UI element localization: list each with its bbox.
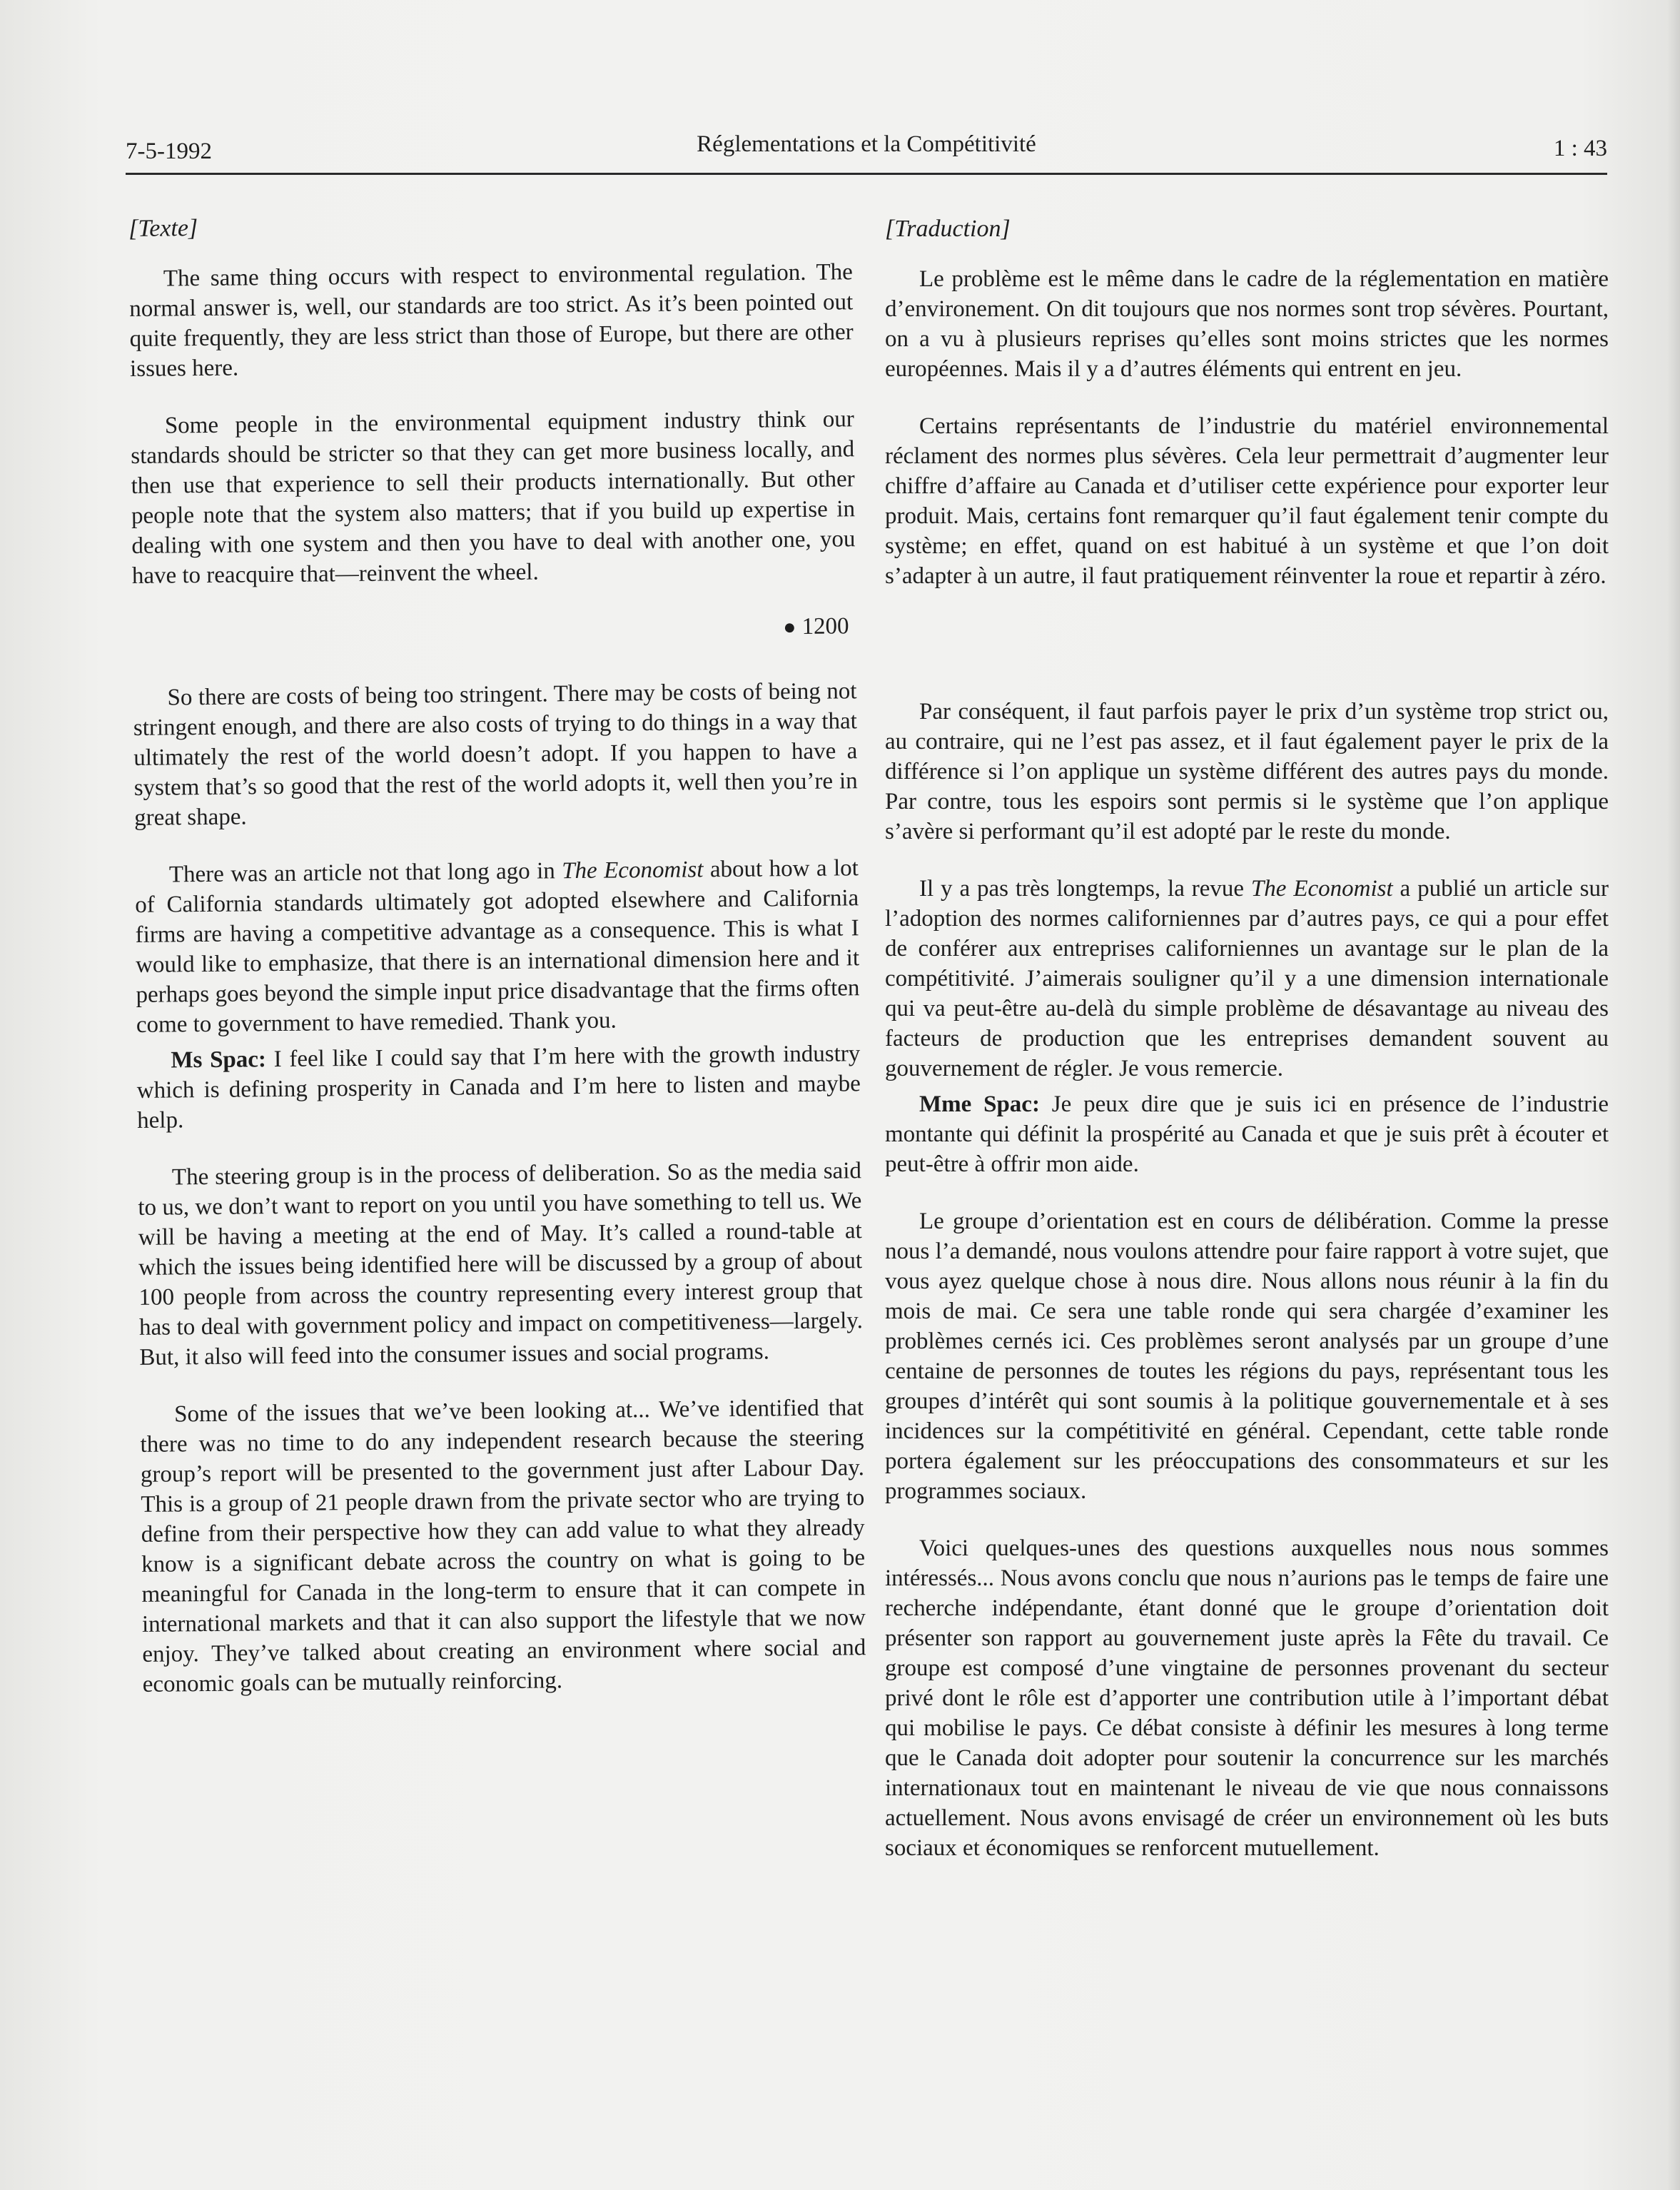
- speaker-name: Ms Spac:: [171, 1046, 267, 1074]
- speaker-name: Mme Spac:: [919, 1091, 1040, 1117]
- timestamp-value: 1200: [801, 613, 849, 640]
- text-run: Il y a pas très longtemps, la revue: [919, 876, 1251, 902]
- paragraph: Le groupe d’orientation est en cours de délibération. Comme la presse nous l’a demandé, nous voulons attendre pour faire rapport à votre sujet, que vous ayez quelque chose à nous dire. Nous allons nous réunir à la fin du mois de mai. Ce sera une table ronde qui sera chargée d’examiner les problèmes cernés ici. Ces problèmes seront analysés par un groupe d’une centaine de personnes de toutes les régions du pays, représentant tous les groupes d’intérêt qui sont soumis à la politique gouvernementale et à ses incidences sur la compétitivité en général. Cependant, cette table ronde portera également sur les préoccupations des consommateurs et sur les programmes sociaux.: [885, 1208, 1609, 1504]
- text-run: Je peux dire que je suis ici en présence de l’industrie montante qui définit la prospérité au Canada et que je suis prêt à écouter et peut-être à offrir mon aide.: [885, 1091, 1609, 1177]
- paragraph: Certains représentants de l’industrie du matériel environnemental réclament des normes plus sévères. Cela leur permettrait d’augmenter leur chiffre d’affaire au Canada et d’utiliser cette expérience pour exporter leur produit. Mais, certains font remarquer qu’il faut également tenir compte du système; en effet, quand on est habitué à un système et que l’on doit s’adapter à un autre, il faut pratiquement réinventer la roue et repartir à zéro.: [885, 413, 1609, 589]
- header-page-number: 1 : 43: [1553, 136, 1607, 161]
- speaker-paragraph: [136, 1039, 861, 1136]
- header-date: 7-5-1992: [126, 138, 212, 164]
- paragraph: Some of the issues that we’ve been looking at... We’ve identified that there was no time to do any independent research because the steering group’s report will be presented to the government just after Labour Day. This is a group of 21 people drawn from the private sector who are trying to define from their perspective how they can add value to what they already know is a significant debate across the country on what is going to be meaningful for Canada in the long-term to ensure that it can compete in international markets and that it can also support the lifestyle that we now enjoy. They’ve talked about creating an environment where social and economic goals can be mutually reinforcing.: [140, 1395, 866, 1697]
- paragraph: [135, 853, 860, 1040]
- translation-marker: [Traduction]: [885, 216, 1011, 242]
- paragraph: The same thing occurs with respect to environmental regulation. The normal answer is, well, our standards are too strict. As it’s been pointed out quite frequently, they are less strict than those of Europe, but there are other issues here.: [129, 259, 854, 382]
- column-spacer: [885, 618, 1609, 697]
- text-marker: [Texte]: [128, 215, 198, 242]
- text-run: about how a lot of California standards ultimately got adopted elsewhere and California firms are having a competitive advantage as a consequence. This is what I would like to emphasize, that there is an international dimension here and it perhaps goes beyond the simple input price disadvantage that the firms often come to government to have remedied. Thank you.: [135, 855, 860, 1038]
- paragraph: Le problème est le même dans le cadre de la réglementation en matière d’environement. On dit toujours que nos normes sont trop sévères. Pourtant, on a vu à plusieurs reprises qu’elles sont moins strictes que les normes européennes. Mais il y a d’autres éléments qui entrent en jeu.: [885, 266, 1609, 382]
- text-run: a publié un article sur l’adoption des normes californiennes par d’autres pays, ce qui a pour effet de conférer aux entreprises californiennes un avantage sur le plan de la compétitivité. J’aimerais souligner qu’il y a une dimension internationale qui va peut-être au-delà du simple problème de désavantage au niveau des facteurs de production que les entreprises demandent souvent au gouvernement de régler. Je vous remercie.: [885, 876, 1609, 1081]
- french-column: [885, 214, 1609, 1890]
- publication-title: The Economist: [562, 857, 704, 884]
- paragraph: Voici quelques-unes des questions auxquelles nous nous sommes intéressés... Nous avons conclu que nous n’aurions pas le temps de faire une recherche indépendante, étant donné que le groupe d’orientation doit présenter son rapport au gouvernement juste après la Fête du travail. Ce groupe est composé d’une vingtaine de personnes provenant du secteur privé dont le rôle est d’apporter une contribution utile à l’important débat qui mobilise le pays. Ce débat consiste à définir les mesures à long terme que le Canada doit adopter pour soutenir la concurrence sur les marchés internationaux tout en maintenant le niveau de vie que nous connaissons actuellement. Nous avons envisagé de créer un environnement où les buts sociaux et économiques se renforcent mutuellement.: [885, 1535, 1609, 1861]
- running-header: [126, 131, 1607, 168]
- english-column: [128, 207, 866, 1727]
- timestamp: [132, 611, 856, 649]
- header-rule: [126, 173, 1607, 175]
- publication-title: The Economist: [1250, 876, 1393, 902]
- text-run: There was an article not that long ago in: [168, 858, 562, 888]
- paragraph: [885, 874, 1609, 1084]
- paragraph: Some people in the environmental equipment industry think our standards should be stricter so that they can get more business locally, and then use that experience to sell their products internationally. But other people note that the system also matters; that if you build up expertise in dealing with one system and then you have to deal with another one, you have to reacquire that—reinvent the wheel.: [131, 406, 856, 589]
- paragraph: Par conséquent, il faut parfois payer le prix d’un système trop strict ou, au contraire, qui ne l’est pas assez, et il faut également payer le prix de la différence si l’on applique un système différent des autres pays du monde. Par contre, tous les espoirs sont permis si le système que l’on applique s’avère si performant qu’il est adopté par le reste du monde.: [885, 699, 1609, 844]
- header-title: Réglementations et la Compétitivité: [697, 131, 1036, 157]
- paragraph: So there are costs of being too stringent. There may be costs of being not stringent enough, and there are also costs of trying to do things in a way that ultimately the rest of the world doesn’t adopt. If you happen to have a system that’s so good that the rest of the world adopts it, well then you’re in great shape.: [133, 678, 858, 831]
- bullet-icon: ●: [783, 615, 796, 640]
- text-run: I feel like I could say that I’m here with the growth industry which is defining prosperity in Canada and I’m here to listen and maybe help.: [136, 1041, 861, 1134]
- paragraph: The steering group is in the process of deliberation. So as the media said to us, we don’t want to report on you until you have something to tell us. We will be having a meeting at the end of May. It’s called a round-table at which the issues being identified here will be discussed by a group of about 100 people from across the country representing every interest group that has to deal with government policy and impact on competitiveness—largely. But, it also will feed into the consumer issues and social programs.: [138, 1158, 864, 1371]
- page-edge-shadow: [1667, 0, 1680, 2190]
- speaker-paragraph: [885, 1089, 1609, 1179]
